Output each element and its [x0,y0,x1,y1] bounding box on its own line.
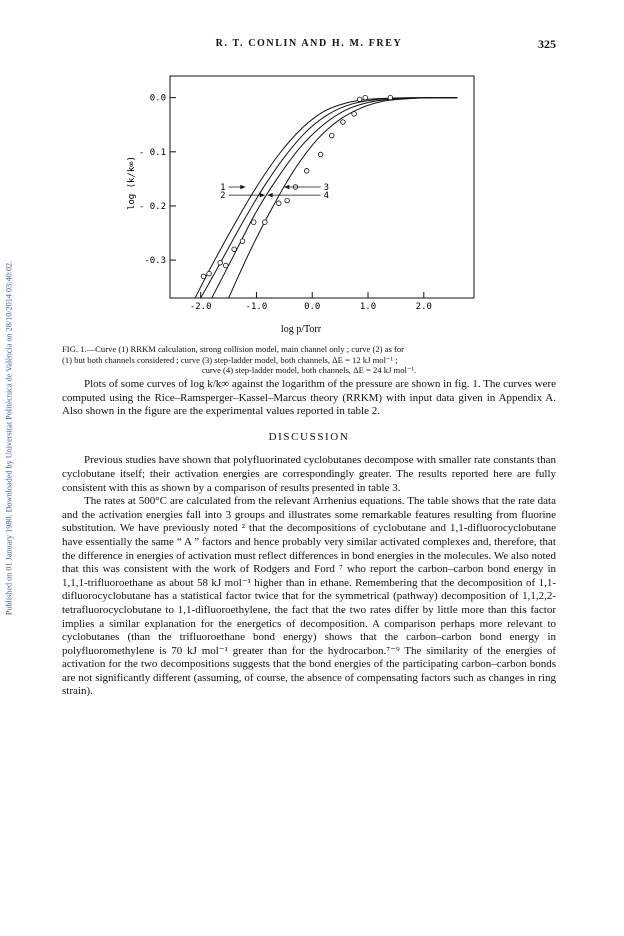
figure-1 [108,70,508,343]
data-point [318,152,323,157]
data-point [388,95,393,100]
curve-label: 3 [323,183,330,193]
data-point [263,220,268,225]
y-tick-label: 0.0 [149,93,166,104]
curve-label: 1 [220,183,226,193]
y-tick-label: - 0.2 [138,201,166,212]
curve-label-arrowhead [260,193,265,197]
data-point [276,201,281,206]
y-axis-label: log (k/k∞) [127,155,137,211]
data-point [341,120,346,125]
x-tick-label: -2.0 [189,302,212,312]
curve-label-arrowhead [268,193,273,197]
data-point [329,133,334,138]
x-axis-label: log p/Torr [280,324,322,335]
curve-label-arrowhead [240,185,245,189]
running-head: R. T. CONLIN AND H. M. FREY [215,38,403,49]
paragraph: The rates at 500°C are calculated from the relevant Arrhenius equations. The table shows that the rate data and the activation energies fall into 3 groups and illustrates some remarkable features resulting from fluorine substitution. We have previously noted ² that the decompositions of cyclobutane and 1,1-difluorocyclobutane have essentially the same “ A ” factors and hence probably very similar activated complexes and, therefore, that the difference in energies of activation must reflect differences in bond energies in the molecules. We also noted that this was consistent with the work of Rodgers and Ford ⁷ who report the carbon–carbon bond energy in 1,1,1-trifluoroethane as about 58 kJ mol⁻¹ higher than in ethane. Remembering that the decomposition of 1,1-difluorocyclobutane has a statistical factor twice that for the symmetrical (pathway) decomposition of 1,1,2,2-tetrafluorocyclobutane to 1,1-difluoroethylene, the fact that the two rates differ by little more than this factor implies a similar explanation for the energetics of decomposition. A comparison perhaps more relevant to cyclobutanes (than the trifluoroethane bond energy) shows that the carbon–carbon bond energy in polyfluoromethylene is 70 kJ mol⁻¹ greater than for the hydrocarbon.⁷⁻⁹ The similarity of the energies of activation for the two decompositions suggests that the bond energies of the participating carbon–carbon bonds are not significantly different (assuming, of course, the absence of compensating factors such as changes in ring strain). [62,495,556,698]
data-point [352,112,357,117]
data-point [201,274,206,279]
data-point [232,247,237,252]
data-point [357,97,362,102]
figure-caption [62,344,556,376]
chart [108,70,508,338]
download-watermark [2,118,16,758]
caption-line: curve (4) step-ladder model, both channels, ΔE = 24 kJ mol⁻¹. [201,365,417,376]
data-point [218,261,223,266]
article-body [62,378,556,699]
data-point [304,168,309,173]
data-point [251,220,256,225]
caption-line: (1) but both channels considered ; curve (3) step-ladder model, both channels, ΔE = 12 kJ mol⁻¹ ; [62,354,398,365]
data-point [240,239,245,244]
curve-label: 4 [323,191,330,202]
x-tick-label: -1.0 [245,302,268,312]
x-tick-label: 2.0 [415,302,432,312]
x-tick-label: 0.0 [304,302,321,312]
x-tick-label: 1.0 [359,302,377,312]
paragraph: Plots of some curves of log k/k∞ against the logarithm of the pressure are shown in fig. 1. The curves were computed using the Rice–Ramsperger–Kassel–Marcus theory (RRKM) with input data given in Appendix A. Also shown in the figure are the experimental values reported in table 2. [62,378,556,418]
series-line-4 [229,98,458,298]
data-point [223,263,228,268]
download-watermark-text: Published on 01 January 1980. Downloaded by Universitat Politècnica de València on 28/10/2014 03:40:02. [4,260,14,616]
plot-frame [170,76,474,298]
data-point [207,271,212,276]
series-line-3 [212,98,457,298]
data-point [285,198,290,203]
curve-label: 2 [220,191,226,202]
y-tick-label: - 0.1 [138,147,166,158]
section-heading: DISCUSSION [268,430,350,443]
page-header [62,38,556,56]
data-point [363,95,368,100]
caption-line: FIG. 1.—Curve (1) RRKM calculation, strong collision model, main channel only ; curve (2) as for [62,344,405,354]
page-number: 325 [538,37,556,51]
paragraph: Previous studies have shown that polyfluorinated cyclobutanes decompose with smaller rate constants than cyclobutane itself; their activation energies are correspondingly greater. The results reported here are fully consistent with this as shown by a comparison of results presented in table 3. [62,454,556,494]
y-tick-label: -0.3 [144,256,166,267]
